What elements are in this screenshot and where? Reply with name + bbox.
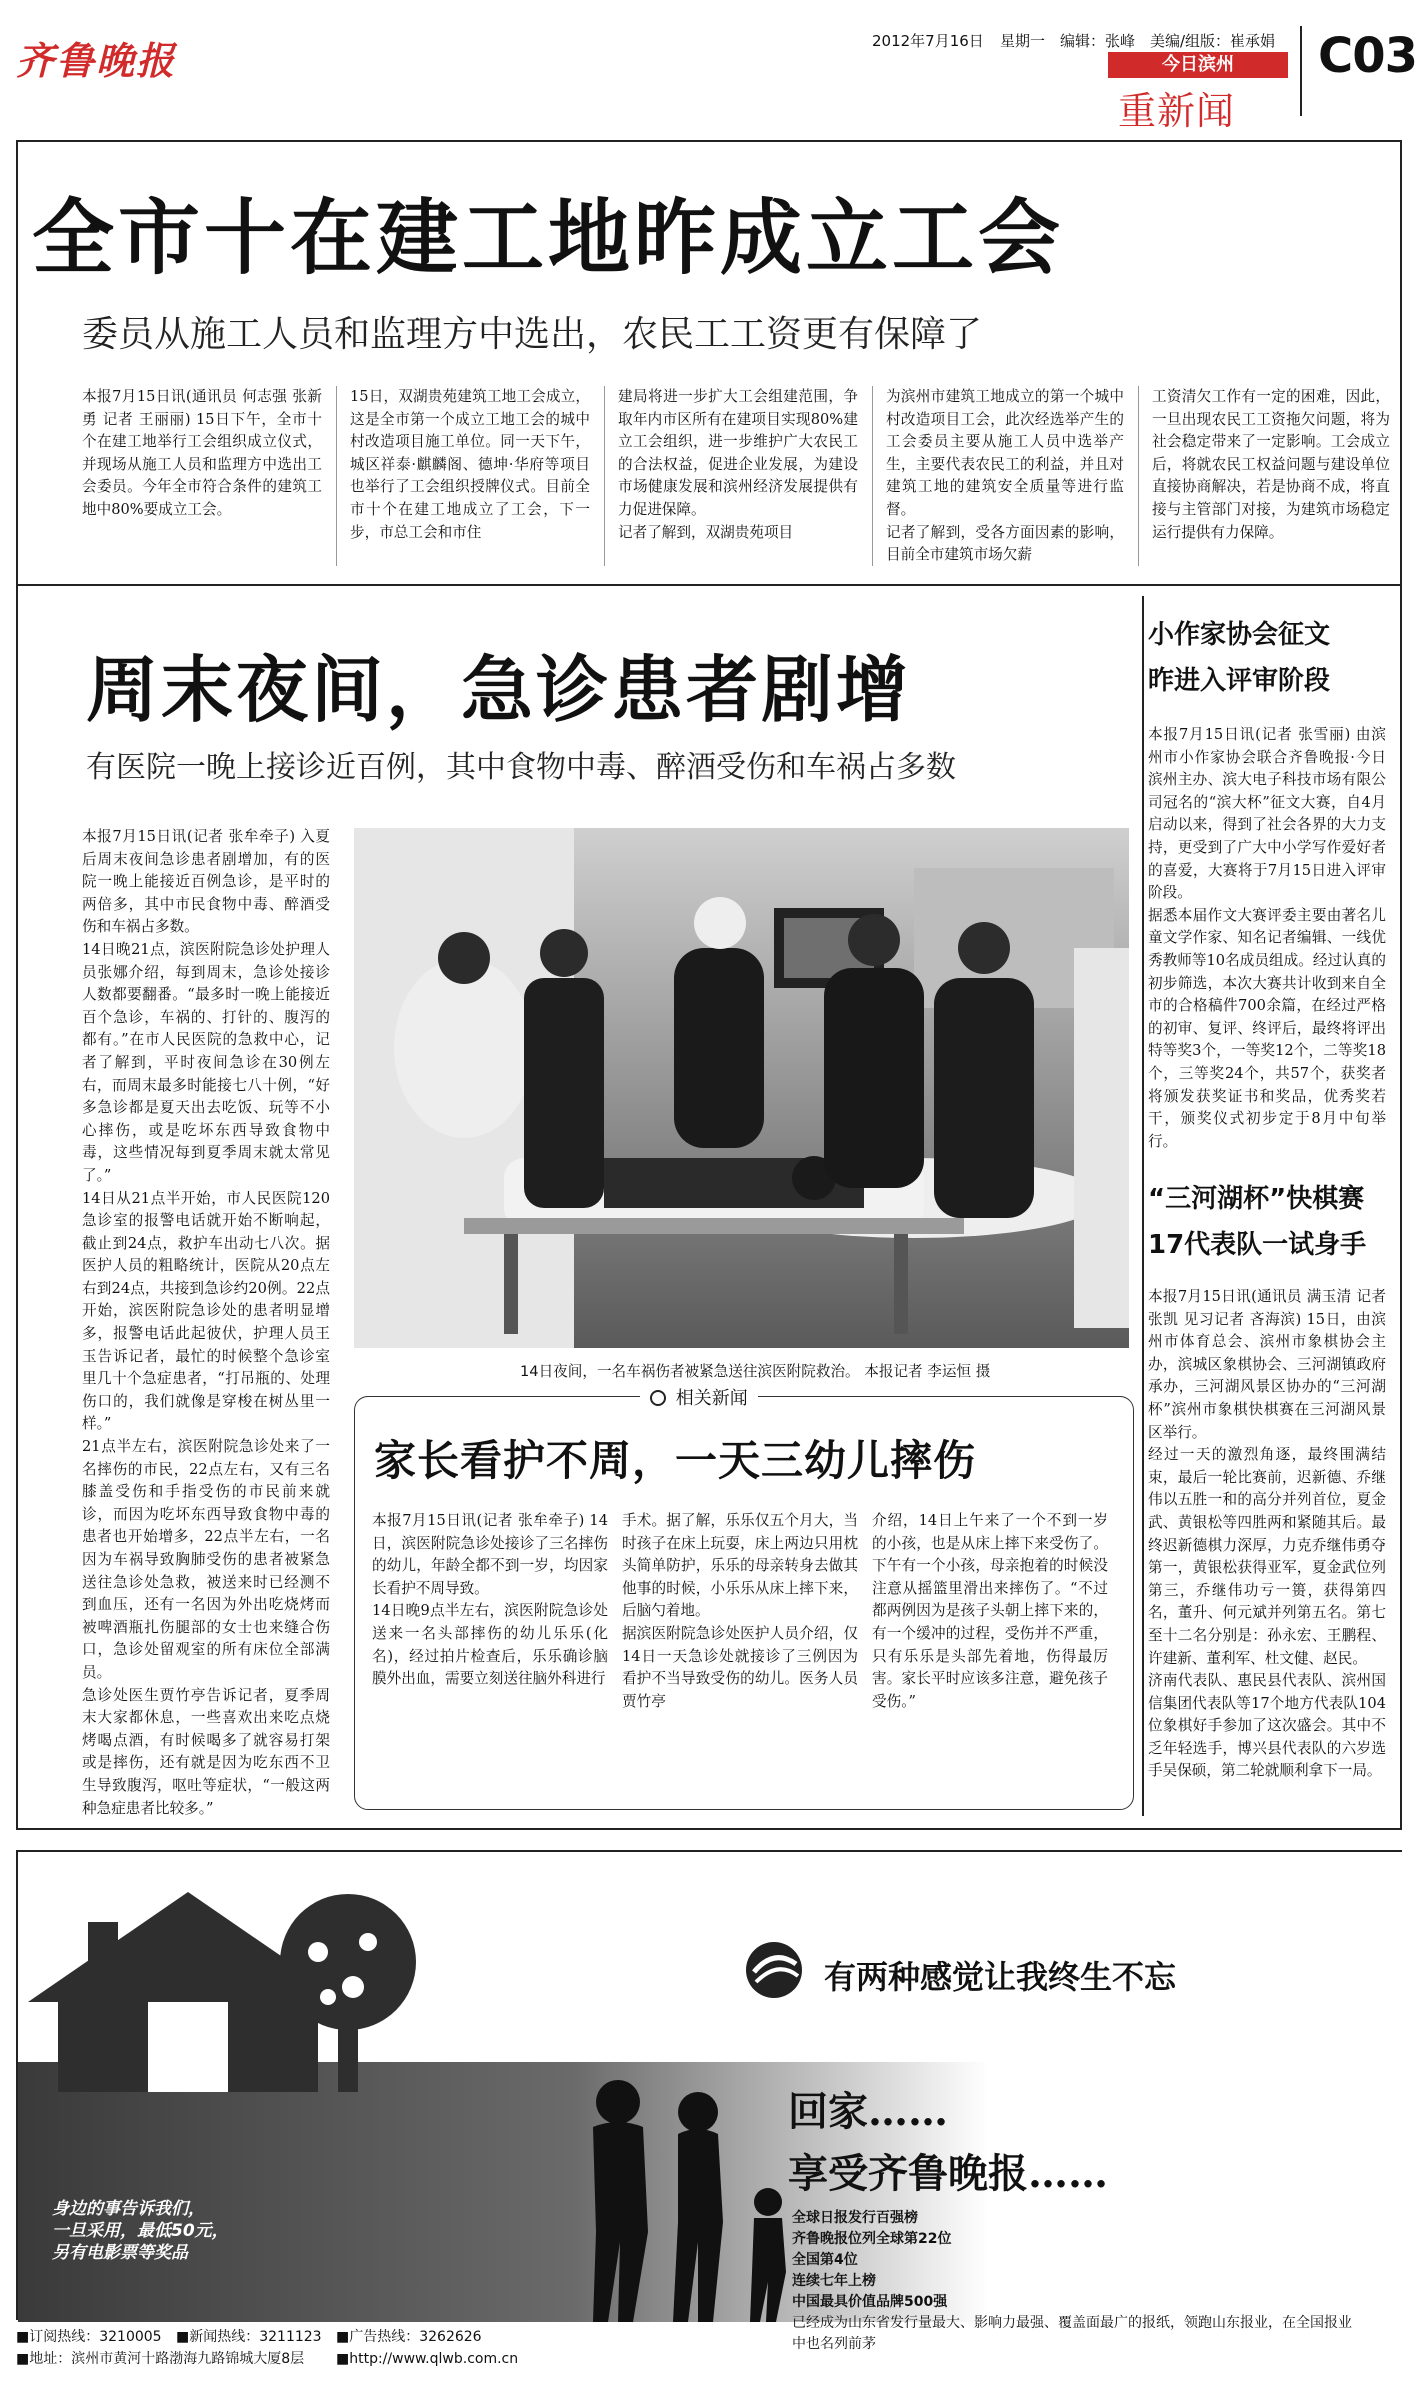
footer-hotline-news: ■新闻热线：3211123 (176, 2329, 322, 2345)
promo-line-3: 另有电影票等奖品 (52, 2243, 188, 2263)
advert-tagline: 已经成为山东省发行量最大、影响力最强、覆盖面最广的报纸，领跑山东报业，在全国报业中也名列前茅 (792, 2315, 1352, 2352)
promo-line-2: 一旦采用，最低50元， (52, 2221, 229, 2241)
masthead (0, 0, 1417, 133)
footer-address: ■地址：滨州市黄河十路渤海九路锦城大厦8层 (16, 2351, 305, 2367)
lead-divider-3 (872, 386, 873, 566)
award-4: 连续七年上榜 (792, 2273, 876, 2289)
er-photo-illustration (354, 828, 1129, 1348)
er-body-column: 本报7月15日讯(记者 张牟牵子) 入夏后周末夜间急诊患者剧增加，有的医院一晚上能接近百例急诊，是平时的两倍多，其中市民食物中毒、醉酒受伤和车祸占多数。 14日晚21点，滨医附院急诊处护理人员张娜介绍，每到周末，急诊处接诊人数都要翻番。“最多时一晚上能接近百个急诊，车祸的、打针的、腹泻的都有。”在市人民医院的急救中心，记者了解到，平时夜间急诊在30例左右，而周末最多时能接七八十例，“好多急诊都是夏天出去吃饭、玩等不小心摔伤，或是吃坏东西导致食物中毒，这些情况每到夏季周末就太常见了。” 14日从21点半开始，市人民医院120急诊室的报警电话就开始不断响起，截止到24点，救护车出动七八次。据医护人员的粗略统计，医院从20点左右到24点，共接到急诊约20例。22点开始，滨医附院急诊处的患者明显增多，报警电话此起彼伏，护理人员王玉告诉记者，最忙的时候整个急诊室里几十个急症患者，“打吊瓶的、处理伤口的，我们就像是穿梭在树丛里一样。” 21点半左右，滨医附院急诊处来了一名摔伤的市民，22点左右，又有三名膝盖受伤和手指受伤的市民前来就诊，而因为吃坏东西导致食物中毒的患者也开始增多，22点半左右，一名因为车祸导致胸肺受伤的患者被紧急送往急诊处急救，被送来时已经测不到血压，还有一名因为外出吃烧烤而被啤酒瓶扎伤腿部的女士也来缝合伤口，急诊处留观室的所有床位全部满员。 急诊处医生贾竹亭告诉记者，夏季周末大家都休息，一些喜欢出来吃点烧烤喝点酒，有时候喝多了就容易打架或是摔伤，还有就是因为吃东西不卫生导致腹泻，呕吐等症状，“一般这两种急症患者比较多。” (82, 828, 330, 1817)
lead-bottom-rule (16, 584, 1402, 586)
award-3: 全国第4位 (792, 2252, 858, 2268)
lead-divider-2 (604, 386, 605, 566)
related-news-icon (650, 1390, 666, 1406)
lead-headline: 全市十在建工地昨成立工会 (32, 190, 1065, 286)
advert-line-2: 享受齐鲁晚报…… (788, 2150, 1108, 2197)
lead-column-2: 15日，双湖贵苑建筑工地工会成立，这是全市第一个成立工地工会的城中村改造项目施工单位。同一天下午，城区祥泰·麒麟阁、德坤·华府等项目也举行了工会组织授牌仪式。目前全市十个在建工地成立了工会，下一步，市总工会和市住 (350, 388, 590, 541)
related-column-1: 本报7月15日讯(记者 张牟牵子) 14日，滨医附院急诊处接诊了三名摔伤的幼儿，年龄全都不到一岁，均因家长看护不周导致。 14日晚9点半左右，滨医附院急诊处送来一名头部摔伤的幼儿乐乐(化名)，经过拍片检查后，乐乐确诊脑膜外出血，需要立刻送往脑外科进行 (372, 1512, 608, 1688)
related-news-label-wrap (640, 1384, 758, 1410)
related-column-2: 手术。据了解，乐乐仅五个月大，当时孩子在床上玩耍，床上两边只用枕头简单防护，乐乐的母亲转身去做其他事的时候，小乐乐从床上摔下来，后脑勺着地。 据滨医附院急诊处医护人员介绍，仅14日一天急诊处就接诊了三例因为看护不当导致受伤的幼儿。医务人员贾竹亭 (622, 1512, 858, 1710)
award-5: 中国最具价值品牌500强 (792, 2294, 948, 2310)
globe-logo-icon (744, 1940, 804, 2000)
lead-divider-4 (1138, 386, 1139, 566)
related-headline: 家长看护不周，一天三幼儿摔伤 (374, 1436, 977, 1485)
newspaper-logo: 齐鲁晚报 (16, 38, 177, 83)
advert-promo (52, 2198, 229, 2264)
side-story-2-headline: “三河湖杯”快棋赛17代表队一试身手 (1148, 1184, 1367, 1260)
award-1: 全球日报发行百强榜 (792, 2210, 918, 2226)
er-photo (354, 828, 1129, 1348)
er-photo-caption: 14日夜间，一名车祸伤者被紧急送往滨医附院救治。 本报记者 李运恒 摄 (520, 1363, 991, 1380)
related-column-3: 介绍，14日上午来了一个不到一岁的小孩，也是从床上摔下来受伤了。下午有一个小孩，母亲抱着的时候没注意从摇篮里滑出来摔伤了。“不过都两例因为是孩子头朝上摔下来的，有一个缓冲的过程，受伤并不严重，只有乐乐是头部先着地，伤得最厉害。家长平时应该多注意，避免孩子受伤。” (872, 1512, 1108, 1710)
lead-divider-1 (336, 386, 337, 566)
side-divider (1142, 596, 1144, 1816)
footer-hotline-ads: ■广告热线：3262626 (336, 2329, 482, 2345)
region-tab: 今日滨州 (1108, 52, 1288, 78)
award-2: 齐鲁晚报位列全球第22位 (792, 2231, 952, 2247)
er-subhead: 有医院一晚上接诊近百例，其中食物中毒、醉酒受伤和车祸占多数 (86, 750, 956, 785)
advert-line-1: 回家…… (788, 2088, 948, 2135)
lead-subhead: 委员从施工人员和监理方中选出，农民工工资更有保障了 (82, 314, 983, 355)
section-brand: 重新闻 (1118, 89, 1236, 133)
footer-hotline-subscribe: ■订阅热线：3210005 (16, 2329, 162, 2345)
lead-column-1: 本报7月15日讯(通讯员 何志强 张新勇 记者 王丽丽) 15日下午，全市十个在建工地举行工会组织成立仪式，并现场从施工人员和监理方中选出工会委员。今年全市符合条件的建筑工地中80%要成立工会。 (82, 388, 322, 518)
lead-column-4: 为滨州市建筑工地成立的第一个城中村改造项目工会，此次经选举产生的工会委员主要从施工人员中选举产生，主要代表农民工的利益，并且对建筑工地的建筑安全质量等进行监督。 记者了解到，受各方面因素的影响，目前全市建筑市场欠薪 (886, 388, 1124, 564)
lead-column-3: 建局将进一步扩大工会组建范围，争取年内市区所有在建项目实现80%建立工会组织，进一步维护广大农民工的合法权益，促进企业发展，为建设市场健康发展和滨州经济发展提供有力促进保障。 记者了解到，双湖贵苑项目 (618, 388, 858, 541)
advert-slogan: 有两种感觉让我终生不忘 (824, 1958, 1177, 1996)
side-story-2-body: 本报7月15日讯(通讯员 满玉清 记者 张凯 见习记者 吝海滨) 15日，由滨州市体育总会、滨州市象棋协会主办，滨城区象棋协会、三河湖镇政府承办，三河湖风景区协办的“三河湖杯”滨州市象棋快棋赛在三河湖风景区举行。 经过一天的激烈角逐，最终围满结束，最后一轮比赛前，迟新德、乔继伟以五胜一和的高分并列首位，夏金武、黄银松等四胜两和紧随其后。最终迟新德棋力深厚，力克乔继伟勇夺第一，黄银松获得亚军，夏金武位列第三，乔继伟功亏一篑，获得第四名，董升、何元斌并列第五名。第七至十二名分别是：孙永宏、王鹏程、许建新、董利军、杜文健、赵民。 济南代表队、惠民县代表队、滨州国信集团代表队等17个地方代表队104位象棋好手参加了这次盛会。其中不乏年轻选手，博兴县代表队的六岁选手吴保硕，第二轮就顺利拿下一局。 (1148, 1288, 1386, 1780)
masthead-divider (1300, 26, 1302, 116)
footer-website[interactable]: ■http://www.qlwb.com.cn (336, 2351, 519, 2367)
footer (16, 2326, 1402, 2376)
masthead-weekday: 星期一 (1000, 32, 1046, 50)
side-story-1-headline: 小作家协会征文昨进入评审阶段 (1148, 620, 1331, 696)
side-story-1-body: 本报7月15日讯(记者 张雪丽) 由滨州市小作家协会联合齐鲁晚报·今日滨州主办、滨大电子科技市场有限公司冠名的“滨大杯”征文大赛，自4月启动以来，得到了社会各界的大力支持，更受到了广大中小学写作爱好者的喜爱，大赛将于7月15日进入评审阶段。 据悉本届作文大赛评委主要由著名儿童文学作家、知名记者编辑、一线优秀教师等10名成员组成。经过认真的初步筛选，本次大赛共计收到来自全市的合格稿件700余篇，在经过严格的初审、复评、终评后，最终将评出特等奖3个，一等奖12个，二等奖18个，三等奖24个，共57个，获奖者将颁发获奖证书和奖品，优秀奖若干，颁奖仪式初步定于8月中旬举行。 (1148, 726, 1386, 1150)
lead-column-5: 工资清欠工作有一定的困难，因此，一旦出现农民工工资拖欠问题，将为社会稳定带来了一定影响。工会成立后，将就农民工权益问题与建设单位直接协商解决，若是协商不成，将直接与主管部门对接，为建筑市场稳定运行提供有力保障。 (1152, 388, 1390, 541)
promo-line-1: 身边的事告诉我们， (52, 2199, 205, 2219)
er-headline: 周末夜间，急诊患者剧增 (86, 647, 912, 732)
masthead-date: 2012年7月16日 (872, 32, 984, 50)
masthead-designer: 美编/组版：崔承娟 (1150, 32, 1276, 50)
related-news-label: 相关新闻 (675, 1388, 748, 1409)
tree-icon (258, 1892, 438, 2092)
page-number: C03 (1318, 28, 1417, 84)
masthead-editor: 编辑：张峰 (1060, 32, 1136, 50)
